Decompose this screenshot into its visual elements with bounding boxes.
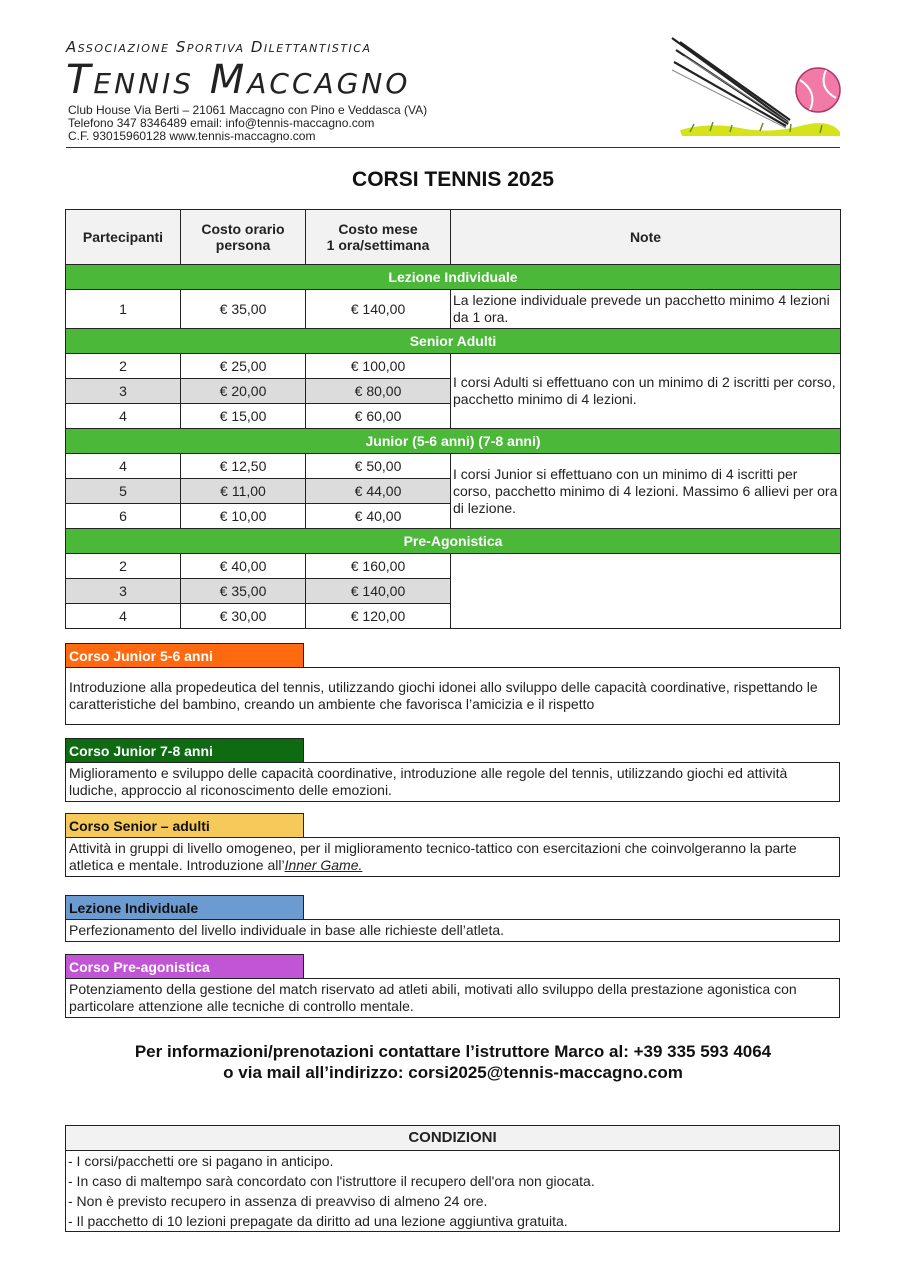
note-preagonistica: [451, 554, 841, 629]
table-row: 2 € 40,00 € 160,00: [66, 554, 841, 579]
contact-line-email: o via mail all’indirizzo: corsi2025@tennis-maccagno.com: [223, 1063, 683, 1082]
table-row: 4 € 12,50 € 50,00 I corsi Junior si effettuano con un minimo di 4 iscritti per corso, pacchetto minimo di 4 lezioni. Massimo 6 allievi per ora di lezione.: [66, 454, 841, 479]
tennis-ball-logo-icon: [670, 36, 842, 142]
table-row: 4 € 15,00 € 60,00: [66, 404, 841, 429]
note-junior: I corsi Junior si effettuano con un minimo di 4 iscritti per corso, pacchetto minimo di 4 lezioni. Massimo 6 allievi per ora di lezione.: [451, 454, 841, 529]
phone-email-line: Telefono 347 8346489 email: info@tennis-maccagno.com: [68, 116, 375, 130]
header-monthly-cost: Costo mese 1 ora/settimana: [306, 210, 451, 265]
course-tag-junior-7-8: Corso Junior 7-8 anni: [65, 738, 304, 762]
course-desc-individual: Perfezionamento del livello individuale in base alle richieste dell’atleta.: [65, 919, 840, 942]
condition-item: - In caso di maltempo sarà concordato con l'istruttore il recupero dell'ora non giocata.: [68, 1173, 595, 1189]
group-header-junior: Junior (5-6 anni) (7-8 anni): [66, 429, 841, 454]
course-tag-senior: Corso Senior – adulti: [65, 813, 304, 837]
header-rule: [66, 147, 840, 148]
header-notes: Note: [451, 210, 841, 265]
association-name: Associazione Sportiva Dilettantistica: [66, 38, 372, 56]
condition-item: - I corsi/pacchetti ore si pagano in anticipo.: [68, 1153, 334, 1169]
condition-item: - Il pacchetto di 10 lezioni prepagate da diritto ad una lezione aggiuntiva gratuita.: [68, 1213, 568, 1229]
table-row: 5 € 11,00 € 44,00: [66, 479, 841, 504]
group-header-senior: Senior Adulti: [66, 329, 841, 354]
group-header-individual: Lezione Individuale: [66, 265, 841, 290]
course-tag-preagonistica: Corso Pre-agonistica: [65, 954, 304, 978]
course-desc-junior-7-8: Miglioramento e sviluppo delle capacità coordinative, introduzione alle regole del tennis, utilizzando giochi ed attività ludiche, approccio al riconoscimento delle emozioni.: [65, 762, 840, 802]
course-desc-junior-5-6: Introduzione alla propedeutica del tennis, utilizzando giochi idonei allo sviluppo delle capacità coordinative, rispettando le caratteristiche del bambino, creando un ambiente che favorisca l’amicizia e il rispetto: [65, 667, 840, 725]
conditions-title: CONDIZIONI: [66, 1126, 839, 1151]
address-line: Club House Via Berti – 21061 Maccagno con Pino e Veddasca (VA): [68, 103, 428, 117]
conditions-box: [65, 1125, 840, 1232]
course-desc-preagonistica: Potenziamento della gestione del match riservato ad atleti abili, motivati allo sviluppo della prestazione agonistica con particolare attenzione alle tecniche di controllo mentale.: [65, 978, 840, 1018]
course-desc-senior: Attività in gruppi di livello omogeneo, per il miglioramento tecnico-tattico con esercitazioni che coinvolgeranno la parte atletica e mentale. Introduzione all’Inner Game.: [65, 837, 840, 877]
club-name: Tennis Maccagno: [66, 57, 411, 103]
table-row: 3 € 35,00 € 140,00: [66, 579, 841, 604]
header-participants: Partecipanti: [66, 210, 181, 265]
course-tag-individual: Lezione Individuale: [65, 895, 304, 919]
note-senior: I corsi Adulti si effettuano con un minimo di 2 iscritti per corso, pacchetto minimo di 4 lezioni.: [451, 354, 841, 429]
note-individual: La lezione individuale prevede un pacchetto minimo 4 lezioni da 1 ora.: [451, 290, 841, 329]
tax-web-line: C.F. 93015960128 www.tennis-maccagno.com: [68, 129, 316, 143]
group-header-preagonistica: Pre-Agonistica: [66, 529, 841, 554]
condition-item: - Non è previsto recupero in assenza di preavviso di almeno 24 ore.: [68, 1193, 488, 1209]
table-header-row: [66, 210, 841, 265]
table-row: 3 € 20,00 € 80,00: [66, 379, 841, 404]
table-row: 6 € 10,00 € 40,00: [66, 504, 841, 529]
document-title: CORSI TENNIS 2025: [352, 168, 554, 191]
inner-game-text: Inner Game.: [284, 857, 363, 873]
course-tag-junior-5-6: Corso Junior 5-6 anni: [65, 643, 304, 667]
table-row: 4 € 30,00 € 120,00: [66, 604, 841, 629]
contact-line-phone: Per informazioni/prenotazioni contattare l’istruttore Marco al: +39 335 593 4064: [134, 1042, 772, 1061]
price-table: [65, 209, 841, 629]
table-row: 1 € 35,00 € 140,00 La lezione individuale prevede un pacchetto minimo 4 lezioni da 1 ora.: [66, 290, 841, 329]
table-row: 2 € 25,00 € 100,00 I corsi Adulti si effettuano con un minimo di 2 iscritti per corso, pacchetto minimo di 4 lezioni.: [66, 354, 841, 379]
header-hourly-cost: Costo orario persona: [181, 210, 306, 265]
